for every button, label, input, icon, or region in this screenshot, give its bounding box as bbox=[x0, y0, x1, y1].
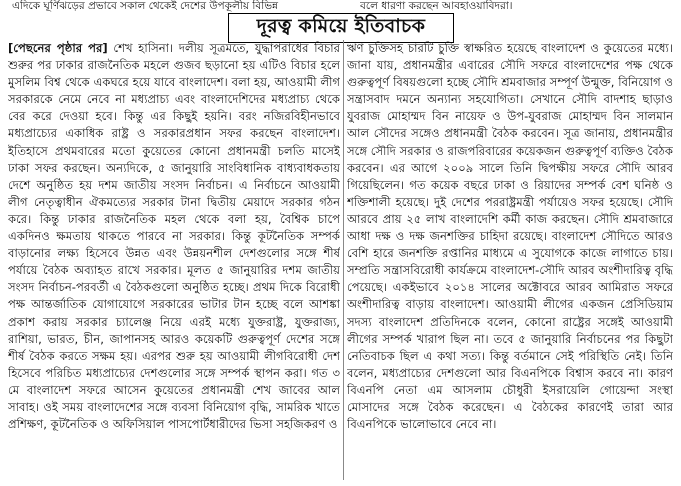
continuation-label: [পেছনের পৃষ্ঠার পর] bbox=[8, 41, 108, 55]
article-headline: দূরত্ব কমিয়ে ইতিবাচক bbox=[256, 15, 426, 37]
right-column-paragraph bbox=[347, 40, 673, 433]
previous-article-fragment-right: বলে ধারণা করছেন আবহাওয়াবিদরা। bbox=[360, 0, 513, 12]
left-column-text: শেখ হাসিনা। দলীয় সূত্রমতে, যুদ্ধাপরাধের বিচার শুরুর পর ঢাকার রাজনৈতিক মহলে গুজব ছড়ানো হয় এটিও বিচার হলে মুসলিম বিশ্ব থেকে একঘরে হয়ে যাবে বাংলাদেশ। বলা হয়, আওয়ামী লীগ সরকারকে নেমে নেবে না মধ্যপ্রাচ্য এবং বাংলাদেশিদের মধ্যপ্রাচ্য থেকে বের করে দেওয়া হবে। কিন্তু এর কিছুই হয়নি। বরং নজিরবিহীনভাবে মধ্যপ্রাচ্যের একাধিক রাষ্ট্র ও সরকারপ্রধান সফর করছেন বাংলাদেশ। ইতিহাসে প্রথমবারের মতো কুয়েতের কোনো প্রধানমন্ত্রী চলতি মাসেই ঢাকা সফর করছেন। অন্যদিকে, ৫ জানুয়ারি সাংবিধানিক বাধ্যবাধকতায় দেশে অনুষ্ঠিত হয় দশম জাতীয় সংসদ নির্বাচন। এ নির্বাচনে আওয়ামী লীগ নেতৃত্বাধীন ঐকমত্যের সরকার টানা দ্বিতীয় মেয়াদে সরকার গঠন করে। কিন্তু ঢাকার রাজনৈতিক মহল থেকে বলা হয়, বৈশ্বিক চাপে একদিনও ক্ষমতায় থাকতে পারবে না সরকার। কিন্তু কূটনৈতিক সম্পর্ক বাড়ানোর লক্ষ্য হিসেবে উন্নত এবং উন্নয়নশীল দেশগুলোর সঙ্গে শীর্ষ পর্যায়ে বৈঠক অব্যাহত রাখে সরকার। মূলত ৫ জানুয়ারির দশম জাতীয় সংসদ নির্বাচন-পরবর্তী এ বৈঠকগুলো অনুষ্ঠিত হচ্ছে। প্রথম দিকে বিরোধী পক্ষ আন্তর্জাতিক যোগাযোগে সরকারের ভাটার টান হচ্ছে বলে আশঙ্কা প্রকাশ করায় সরকার চ্যালেঞ্জ নিয়ে এরই মধ্যে যুক্তরাষ্ট্র, যুক্তরাজ্য, রাশিয়া, ভারত, চীন, জাপানসহ আরও কয়েকটি গুরুত্বপূর্ণ দেশের সঙ্গে শীর্ষ বৈঠক করতে সক্ষম হয়। এরপর শুরু হয় আওয়ামী লীগবিরোধী দেশ হিসেবে পরিচিত মধ্যপ্রাচ্যের দেশগুলোর সঙ্গে সম্পর্ক স্থাপন করা। গত ৩ মে বাংলাদেশ সফরে আসেন কুয়েতের প্রধানমন্ত্রী শেখ জাবের আল সাবাহ। ওই সময় বাংলাদেশের সঙ্গে ব্যবসা বিনিয়োগ বৃদ্ধি, সামরিক খাতে প্রশিক্ষণ, কূটনৈতিক ও অফিসিয়াল পাসপোর্টধারীদের ভিসা সহজিকরণ ও bbox=[8, 41, 340, 432]
headline-box bbox=[228, 13, 454, 43]
previous-article-fragment-left: এদিকে ঘূর্ণিঝড়ের প্রভাবে সকাল থেকেই দেশের উপকূলীয় বিভিন্ন bbox=[12, 0, 279, 12]
right-column-text: ঋণ চুক্তিসহ চারটি চুক্তি স্বাক্ষরিত হয়েছে বাংলাদেশ ও কুয়েতের মধ্যে। জানা যায়, প্রধানমন্ত্রীর এবারের সৌদি সফরে বাংলাদেশের পক্ষ থেকে গুরুত্বপূর্ণ বিষয়গুলো হচ্ছে সৌদি শ্রমবাজার সম্পূর্ণ উন্মুক্ত, বিনিয়োগ ও সন্ত্রাসবাদ দমনে অন্যান্য সহযোগিতা। সেখানে সৌদি বাদশাহ ছাড়াও যুবরাজ মোহাম্মদ বিন নায়েফ ও উপ-যুবরাজ মোহাম্মদ বিন সালমান আল সৌদের সঙ্গেও প্রধানমন্ত্রী বৈঠক করবেন। সূত্র জানায়, প্রধানমন্ত্রীর সঙ্গে সৌদি সরকার ও রাজপরিবারের কয়েকজন গুরুত্বপূর্ণ ব্যক্তিও বৈঠক করবেন। এর আগে ২০০৯ সালে তিনি দ্বিপক্ষীয় সফরে সৌদি আরব গিয়েছিলেন। গত কয়েক বছরে ঢাকা ও রিয়াদের সম্পর্ক বেশ ঘনিষ্ঠ ও শক্তিশালী হয়েছে। দুই দেশের পররাষ্ট্রমন্ত্রী পর্যায়েও সফর হয়েছে। সৌদি আরবে প্রায় ২৫ লাখ বাংলাদেশি কর্মী কাজ করছেন। সৌদি শ্রমবাজারে আধা দক্ষ ও দক্ষ জনশক্তির চাহিদা রয়েছে। বাংলাদেশ সৌদিতে আরও বেশি হারে জনশক্তি রপ্তানির মাধ্যমে এ সুযোগকে কাজে লাগাতে চায়। সম্প্রতি সন্ত্রাসবিরোধী কার্যক্রমে বাংলাদেশ-সৌদি আরব অংশীদারিত্ব বৃদ্ধি পেয়েছে। একইভাবে ২০১৪ সালের অক্টোবরে আরব আমিরাত সফরে অংশীদারিত্ব বাড়ায় বাংলাদেশ। আওয়ামী লীগের একজন প্রেসিডিয়াম সদস্য বাংলাদেশ প্রতিদিনকে বলেন, কোনো রাষ্ট্রের সঙ্গেই আওয়ামী লীগের সম্পর্ক খারাপ ছিল না। তবে ৫ জানুয়ারি নির্বাচনের পর কিছুটা নেতিবাচক ছিল এ কথা সত্য। কিন্তু বর্তমানে সেই পরিস্থিতি নেই। তিনি বলেন, মধ্যপ্রাচ্যের দেশগুলো আর বিএনপিকে বিশ্বাস করবে না। কারণ বিএনপি নেতা এম আসলাম চৌধুরী ইসরায়েলি গোয়েন্দা সংস্থা মোসাদের সঙ্গে বৈঠক করেছেন। এ বৈঠকের কারণেই তারা আর বিএনপিকে ভালোভাবে নেবে না। bbox=[347, 41, 673, 432]
column-divider bbox=[343, 40, 344, 480]
article-column-left bbox=[8, 40, 340, 482]
left-column-paragraph bbox=[8, 40, 340, 433]
article-column-right bbox=[347, 40, 673, 482]
